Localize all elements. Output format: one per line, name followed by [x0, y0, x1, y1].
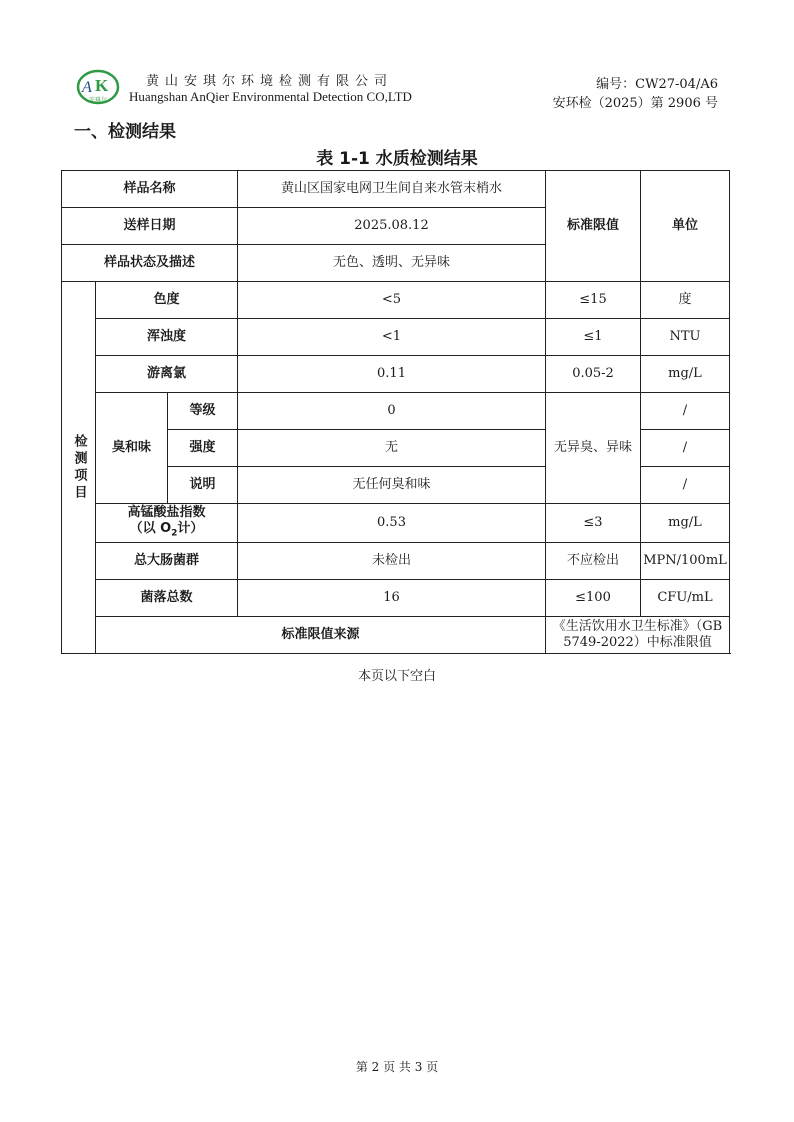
- report-reference: 安环检（2025）第 2906 号: [552, 96, 718, 111]
- odor-label: 臭和味: [96, 393, 168, 504]
- item-limit: 不应检出: [546, 543, 641, 580]
- item-limit: ≤15: [546, 282, 641, 319]
- sample-state-value: 无色、透明、无异味: [238, 245, 546, 282]
- item-limit: ≤3: [546, 504, 641, 543]
- unit-header: 单位: [641, 171, 730, 282]
- permanganate-line2-sub: 2: [171, 528, 178, 539]
- limit-header: 标准限值: [546, 171, 641, 282]
- odor-sub-label: 等级: [168, 393, 238, 430]
- item-name: 游离氯: [96, 356, 238, 393]
- permanganate-line2-post: 计）: [177, 520, 204, 536]
- sample-name-label: 样品名称: [62, 171, 238, 208]
- table-title: 表 1-1 水质检测结果: [316, 149, 478, 169]
- permanganate-line1: 高锰酸盐指数: [127, 504, 206, 520]
- item-value: 16: [238, 580, 546, 617]
- odor-value: 0: [238, 393, 546, 430]
- svg-text:K: K: [95, 76, 109, 95]
- item-limit: 0.05-2: [546, 356, 641, 393]
- item-unit: mg/L: [641, 504, 730, 543]
- item-unit: mg/L: [641, 356, 730, 393]
- permanganate-line2-pre: （以 O: [129, 520, 172, 536]
- item-value: <5: [238, 282, 546, 319]
- item-unit: NTU: [641, 319, 730, 356]
- item-name: 菌落总数: [96, 580, 238, 617]
- logo-text: 安琪尔: [89, 97, 108, 104]
- source-label: 标准限值来源: [96, 617, 546, 654]
- odor-unit: /: [641, 430, 730, 467]
- permanganate-item: [96, 504, 238, 543]
- delivery-date-label: 送样日期: [62, 208, 238, 245]
- company-name-en: Huangshan AnQier Environmental Detection CO,LTD: [129, 89, 412, 104]
- item-unit: 度: [641, 282, 730, 319]
- item-value: 0.53: [238, 504, 546, 543]
- delivery-date-value: 2025.08.12: [238, 208, 546, 245]
- svg-text:A: A: [82, 79, 92, 96]
- company-logo: [76, 68, 120, 106]
- odor-sub-label: 说明: [168, 467, 238, 504]
- sample-name-value: 黄山区国家电网卫生间自来水管末梢水: [238, 171, 546, 208]
- source-value: 《生活饮用水卫生标准》（GB 5749-2022）中标准限值: [546, 617, 730, 654]
- blank-note: 本页以下空白: [357, 669, 436, 684]
- item-name: 总大肠菌群: [96, 543, 238, 580]
- item-name: 浑浊度: [96, 319, 238, 356]
- section-title: 一、检测结果: [74, 122, 176, 142]
- page-number: 第 2 页 共 3 页: [355, 1060, 439, 1074]
- item-unit: CFU/mL: [641, 580, 730, 617]
- items-group-label: 检测项目: [71, 433, 87, 502]
- odor-unit: /: [641, 467, 730, 504]
- odor-value: 无: [238, 430, 546, 467]
- sample-state-label: 样品状态及描述: [62, 245, 238, 282]
- item-name: 色度: [96, 282, 238, 319]
- odor-value: 无任何臭和味: [238, 467, 546, 504]
- company-name-cn: 黄山安琪尔环境检测有限公司: [146, 74, 394, 89]
- item-value: <1: [238, 319, 546, 356]
- odor-unit: /: [641, 393, 730, 430]
- odor-limit: 无异臭、异味: [546, 393, 641, 504]
- item-limit: ≤1: [546, 319, 641, 356]
- items-group-cell: [62, 282, 96, 654]
- odor-sub-label: 强度: [168, 430, 238, 467]
- item-value: 未检出: [238, 543, 546, 580]
- results-table: [61, 170, 730, 654]
- item-limit: ≤100: [546, 580, 641, 617]
- document-number: 编号：CW27-04/A6: [596, 77, 718, 92]
- item-value: 0.11: [238, 356, 546, 393]
- item-unit: MPN/100mL: [641, 543, 730, 580]
